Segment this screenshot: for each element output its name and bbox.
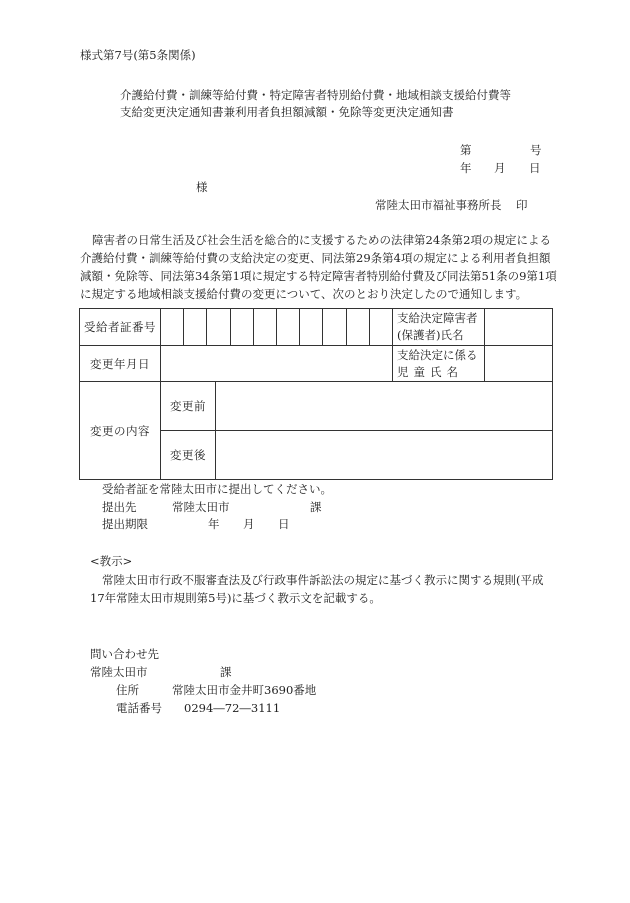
digit-box[interactable]	[369, 309, 392, 345]
digit-box[interactable]	[253, 309, 276, 345]
digit-box[interactable]	[161, 309, 183, 345]
notice-line2: 17年常陸太田市規則第5号)に基づく教示文を記載する。	[90, 591, 381, 605]
form-number: 様式第7号(第5条関係)	[80, 48, 196, 62]
recipient-number-boxes[interactable]	[161, 309, 393, 346]
digit-boxes	[161, 309, 392, 345]
after-change-label: 変更後	[161, 431, 216, 480]
body-line: 減額・免除等、同法第34条第1項に規定する特定障害者特別給付費及び同法第51条の9第1項	[80, 269, 557, 283]
child-name-label	[393, 346, 485, 382]
child-name-field[interactable]	[485, 346, 553, 382]
contact-address-value: 常陸太田市金井町3690番地	[172, 683, 317, 697]
child-label-line1: 支給決定に係る	[397, 347, 478, 362]
child-label-line2: 児童氏名	[397, 364, 463, 379]
after-change-field[interactable]	[216, 431, 553, 480]
body-line: に規定する地域相談支援給付費の変更について、次のとおり決定したので通知します。	[80, 287, 528, 301]
digit-box[interactable]	[346, 309, 369, 345]
guardian-label-line1: 支給決定障害者	[397, 311, 478, 325]
contact-heading: 問い合わせ先	[90, 647, 159, 661]
body-line: 障害者の日常生活及び社会生活を総合的に支援するための法律第24条第2項の規定による	[92, 233, 551, 247]
deadline-day-label: 日	[278, 517, 290, 531]
contact-phone-label: 電話番号	[116, 701, 162, 715]
digit-box[interactable]	[183, 309, 206, 345]
change-date-field[interactable]	[161, 346, 393, 382]
document-title-line1: 介護給付費・訓練等給付費・特定障害者特別給付費・地域相談支援給付費等	[120, 88, 511, 102]
submission-destination-section: 課	[310, 500, 322, 514]
change-content-label: 変更の内容	[80, 382, 161, 480]
guardian-label-line2: (保護者)氏名	[397, 328, 464, 342]
deadline-month-label: 月	[243, 517, 255, 531]
date-year-label: 年	[460, 161, 472, 175]
issuer-seal: 印	[516, 198, 528, 212]
issuer-name: 常陸太田市福祉事務所長	[375, 198, 502, 212]
recipient-number-label: 受給者証番号	[80, 309, 161, 346]
guardian-name-field[interactable]	[485, 309, 553, 346]
digit-box[interactable]	[322, 309, 345, 345]
contact-phone-value: 0294―72―3111	[184, 701, 281, 715]
contact-city: 常陸太田市	[90, 665, 148, 679]
change-decision-table	[79, 308, 553, 480]
date-day-label: 日	[529, 161, 541, 175]
document-number-prefix: 第	[460, 143, 472, 157]
submission-destination-label: 提出先	[102, 500, 137, 514]
digit-box[interactable]	[276, 309, 299, 345]
contact-address-label: 住所	[116, 683, 139, 697]
addressee-suffix: 様	[196, 180, 208, 194]
guardian-name-label	[393, 309, 485, 346]
digit-box[interactable]	[299, 309, 322, 345]
notice-line1: 常陸太田市行政不服審査法及び行政事件訴訟法の規定に基づく教示に関する規則(平成	[102, 573, 544, 587]
before-change-label: 変更前	[161, 382, 216, 431]
document-number-suffix: 号	[530, 143, 542, 157]
before-change-field[interactable]	[216, 382, 553, 431]
digit-box[interactable]	[206, 309, 229, 345]
body-line: 介護給付費・訓練等給付費の支給決定の変更、同法第29条第4項の規定による利用者負担額	[80, 251, 551, 265]
notice-heading: <教示>	[90, 554, 133, 568]
submission-deadline-label: 提出期限	[102, 517, 148, 531]
digit-box[interactable]	[230, 309, 253, 345]
submission-instruction: 受給者証を常陸太田市に提出してください。	[102, 482, 332, 496]
date-month-label: 月	[494, 161, 506, 175]
document-title-line2: 支給変更決定通知書兼利用者負担額減額・免除等変更決定通知書	[120, 105, 454, 119]
change-date-label: 変更年月日	[80, 346, 161, 382]
deadline-year-label: 年	[208, 517, 220, 531]
contact-section: 課	[220, 665, 232, 679]
submission-destination-value: 常陸太田市	[172, 500, 230, 514]
